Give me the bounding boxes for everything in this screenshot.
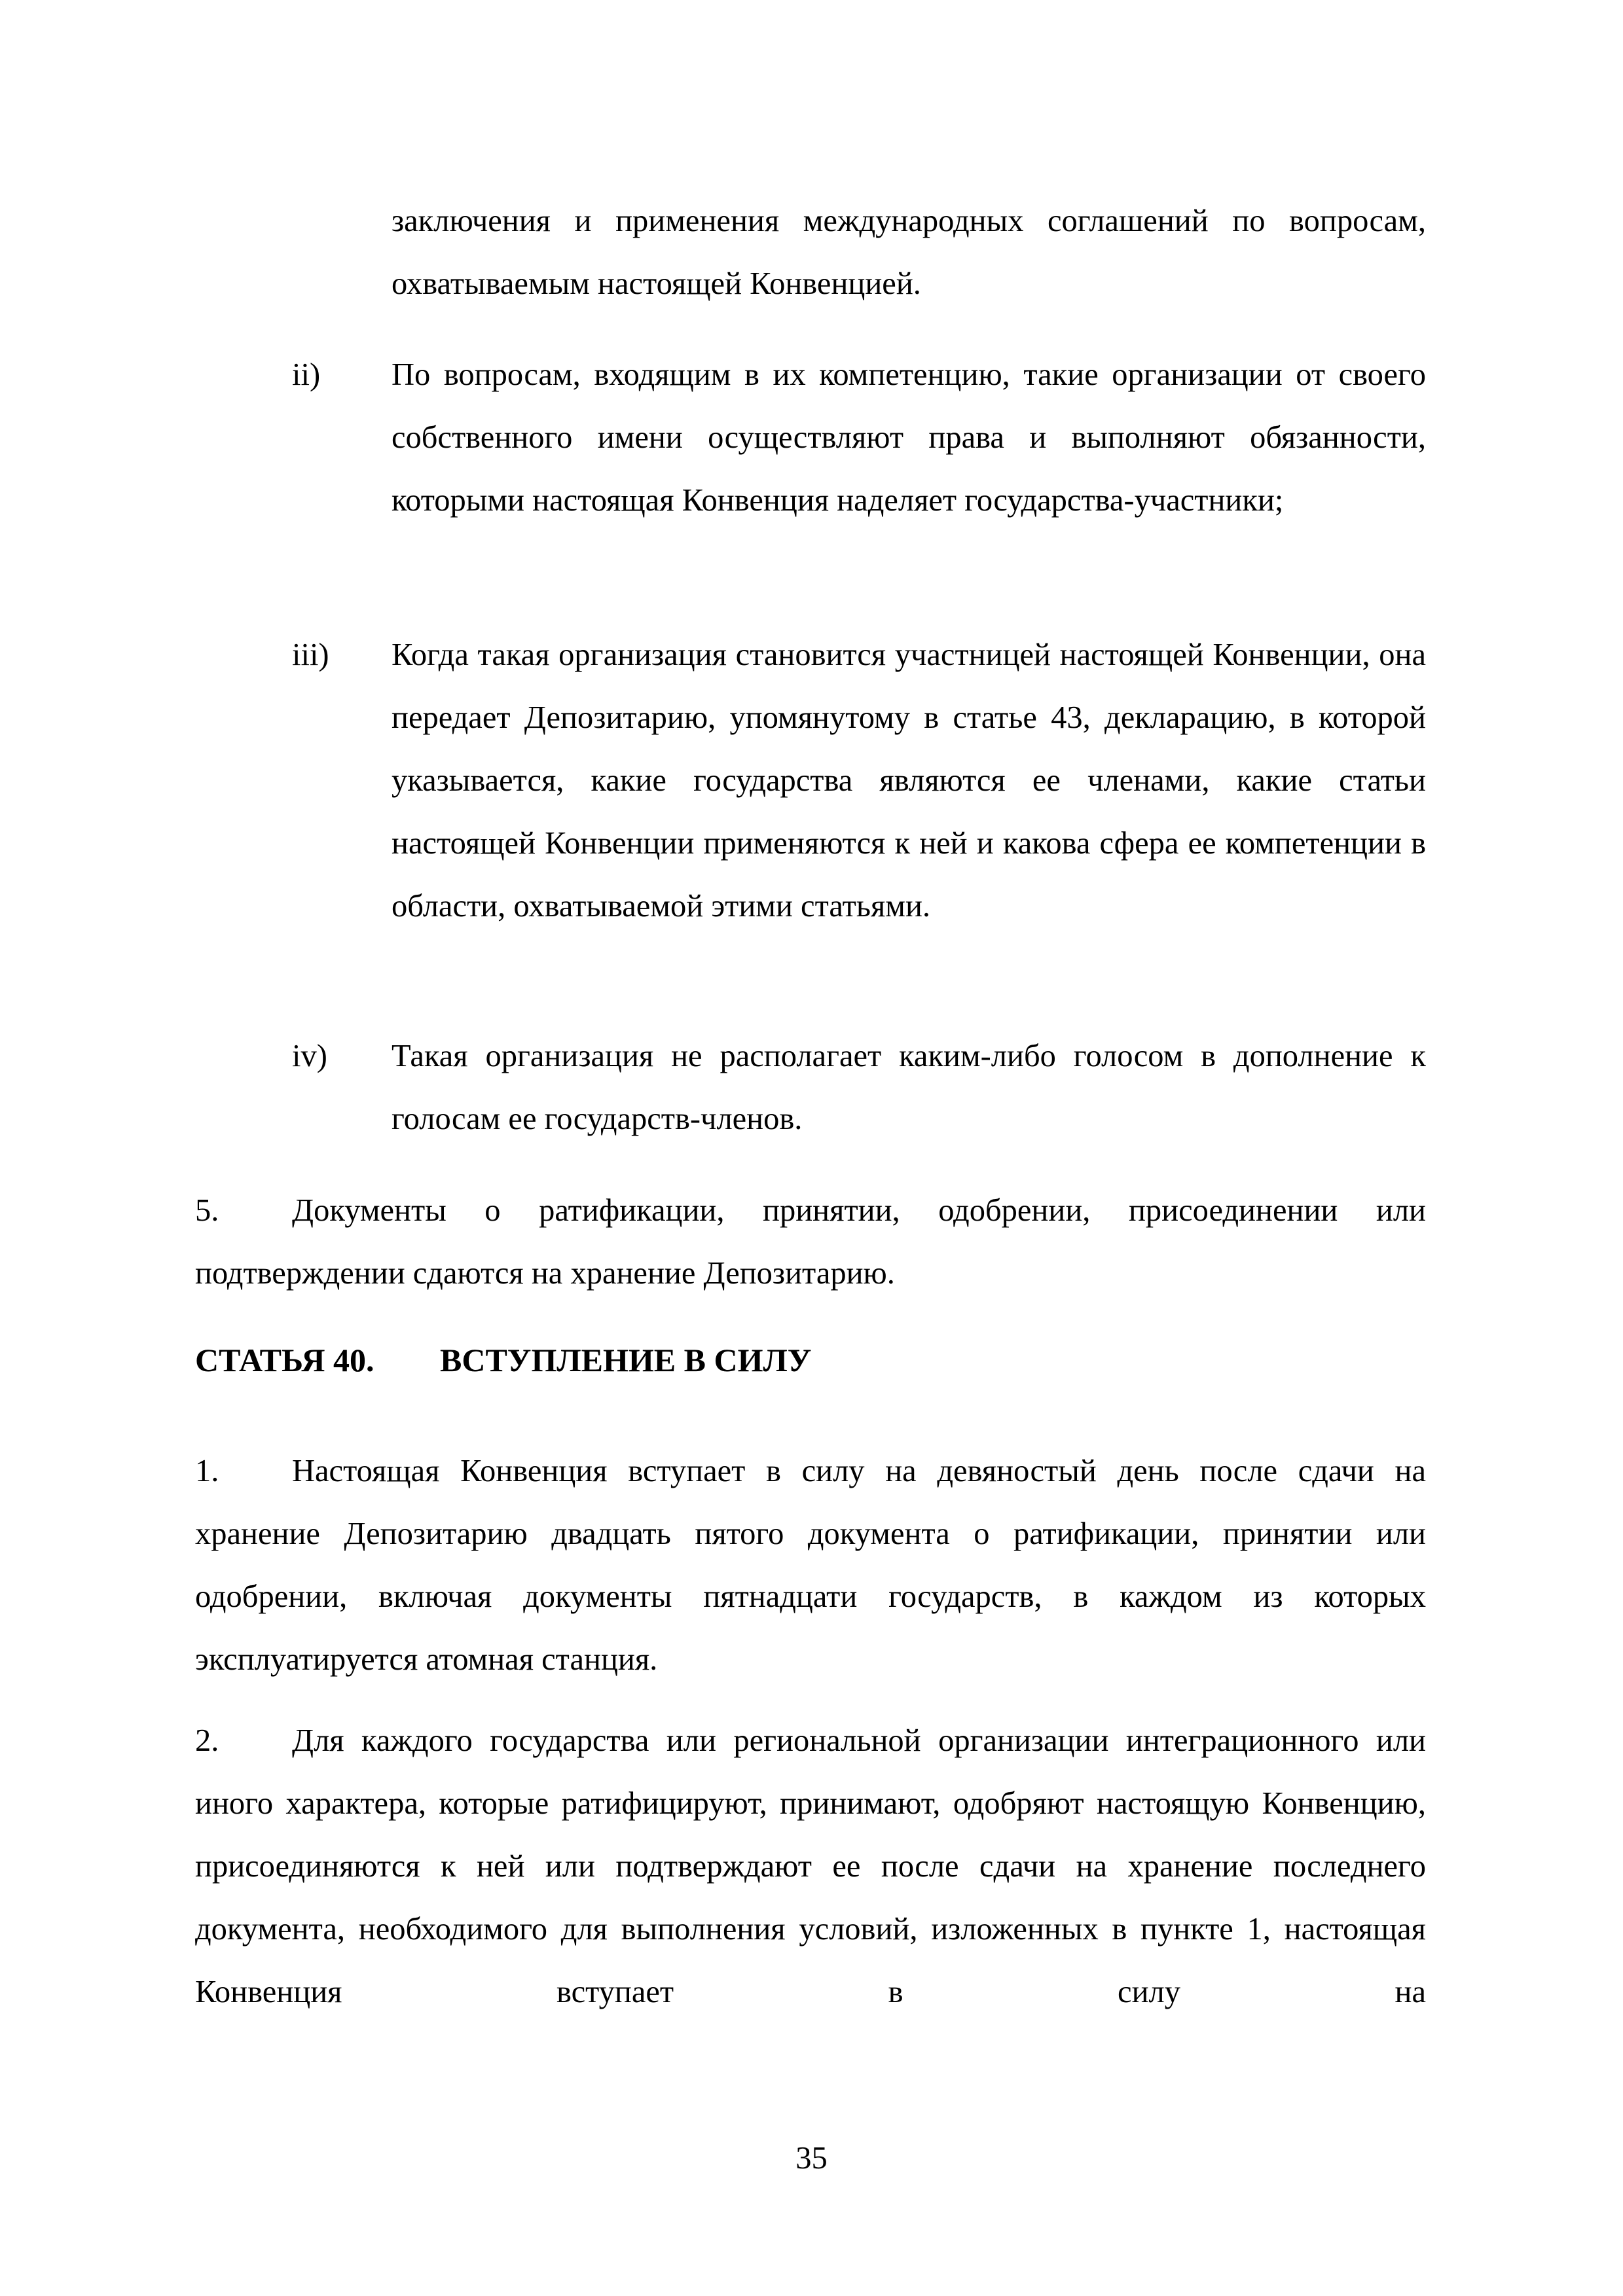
sub-item-number: iii): [292, 637, 329, 672]
paragraph-number: 1.: [195, 1454, 219, 1488]
paragraph-text: Документы о ратификации, принятии, одобрении, присоединении или подтверждении сдаются на хранение Депозитарию.: [195, 1193, 1426, 1291]
sub-item-text: Когда такая организация становится участницей настоящей Конвенции, она передает Депозитарию, упомянутому в статье 43, декларацию, в которой указывается, какие государства являются ее членами, какие статьи настоящей Конвенции применяются к ней и какова сфера ее компетенции в области, охватываемой этими статьями.: [392, 637, 1426, 924]
paragraph-number: 5.: [195, 1193, 219, 1228]
sub-item-number: ii): [292, 357, 321, 392]
paragraph-text: Для каждого государства или региональной организации интеграционного или иного характера, которые ратифицируют, принимают, одобряют настоящую Конвенцию, присоединяются к ней или подтверждают ее после сдачи на хранение последнего документа, необходимого для выполнения условий, изложенных в пункте 1, настоящая Конвенция вступает в силу на: [195, 1723, 1426, 2009]
paragraph-number: 2.: [195, 1723, 219, 1758]
sub-item-text: Такая организация не располагает каким-либо голосом в дополнение к голосам ее государств-членов.: [392, 1039, 1426, 1136]
sub-item-number: iv): [292, 1039, 327, 1073]
article-number: СТАТЬЯ 40.: [195, 1342, 374, 1378]
sub-item-text: По вопросам, входящим в их компетенцию, такие организации от своего собственного имени осуществляют права и выполняют обязанности, которыми настоящая Конвенция наделяет государства-участники;: [392, 357, 1426, 518]
page-number: 35: [795, 2141, 828, 2176]
paragraph-text: Настоящая Конвенция вступает в силу на девяностый день после сдачи на хранение Депозитарию двадцать пятого документа о ратификации, принятии или одобрении, включая документы пятнадцати государств, в каждом из которых эксплуатируется атомная станция.: [195, 1454, 1426, 1677]
continuation-paragraph: заключения и применения международных соглашений по вопросам, охватываемым настоящей Конвенцией.: [392, 204, 1426, 301]
article-title: ВСТУПЛЕНИЕ В СИЛУ: [440, 1342, 812, 1378]
